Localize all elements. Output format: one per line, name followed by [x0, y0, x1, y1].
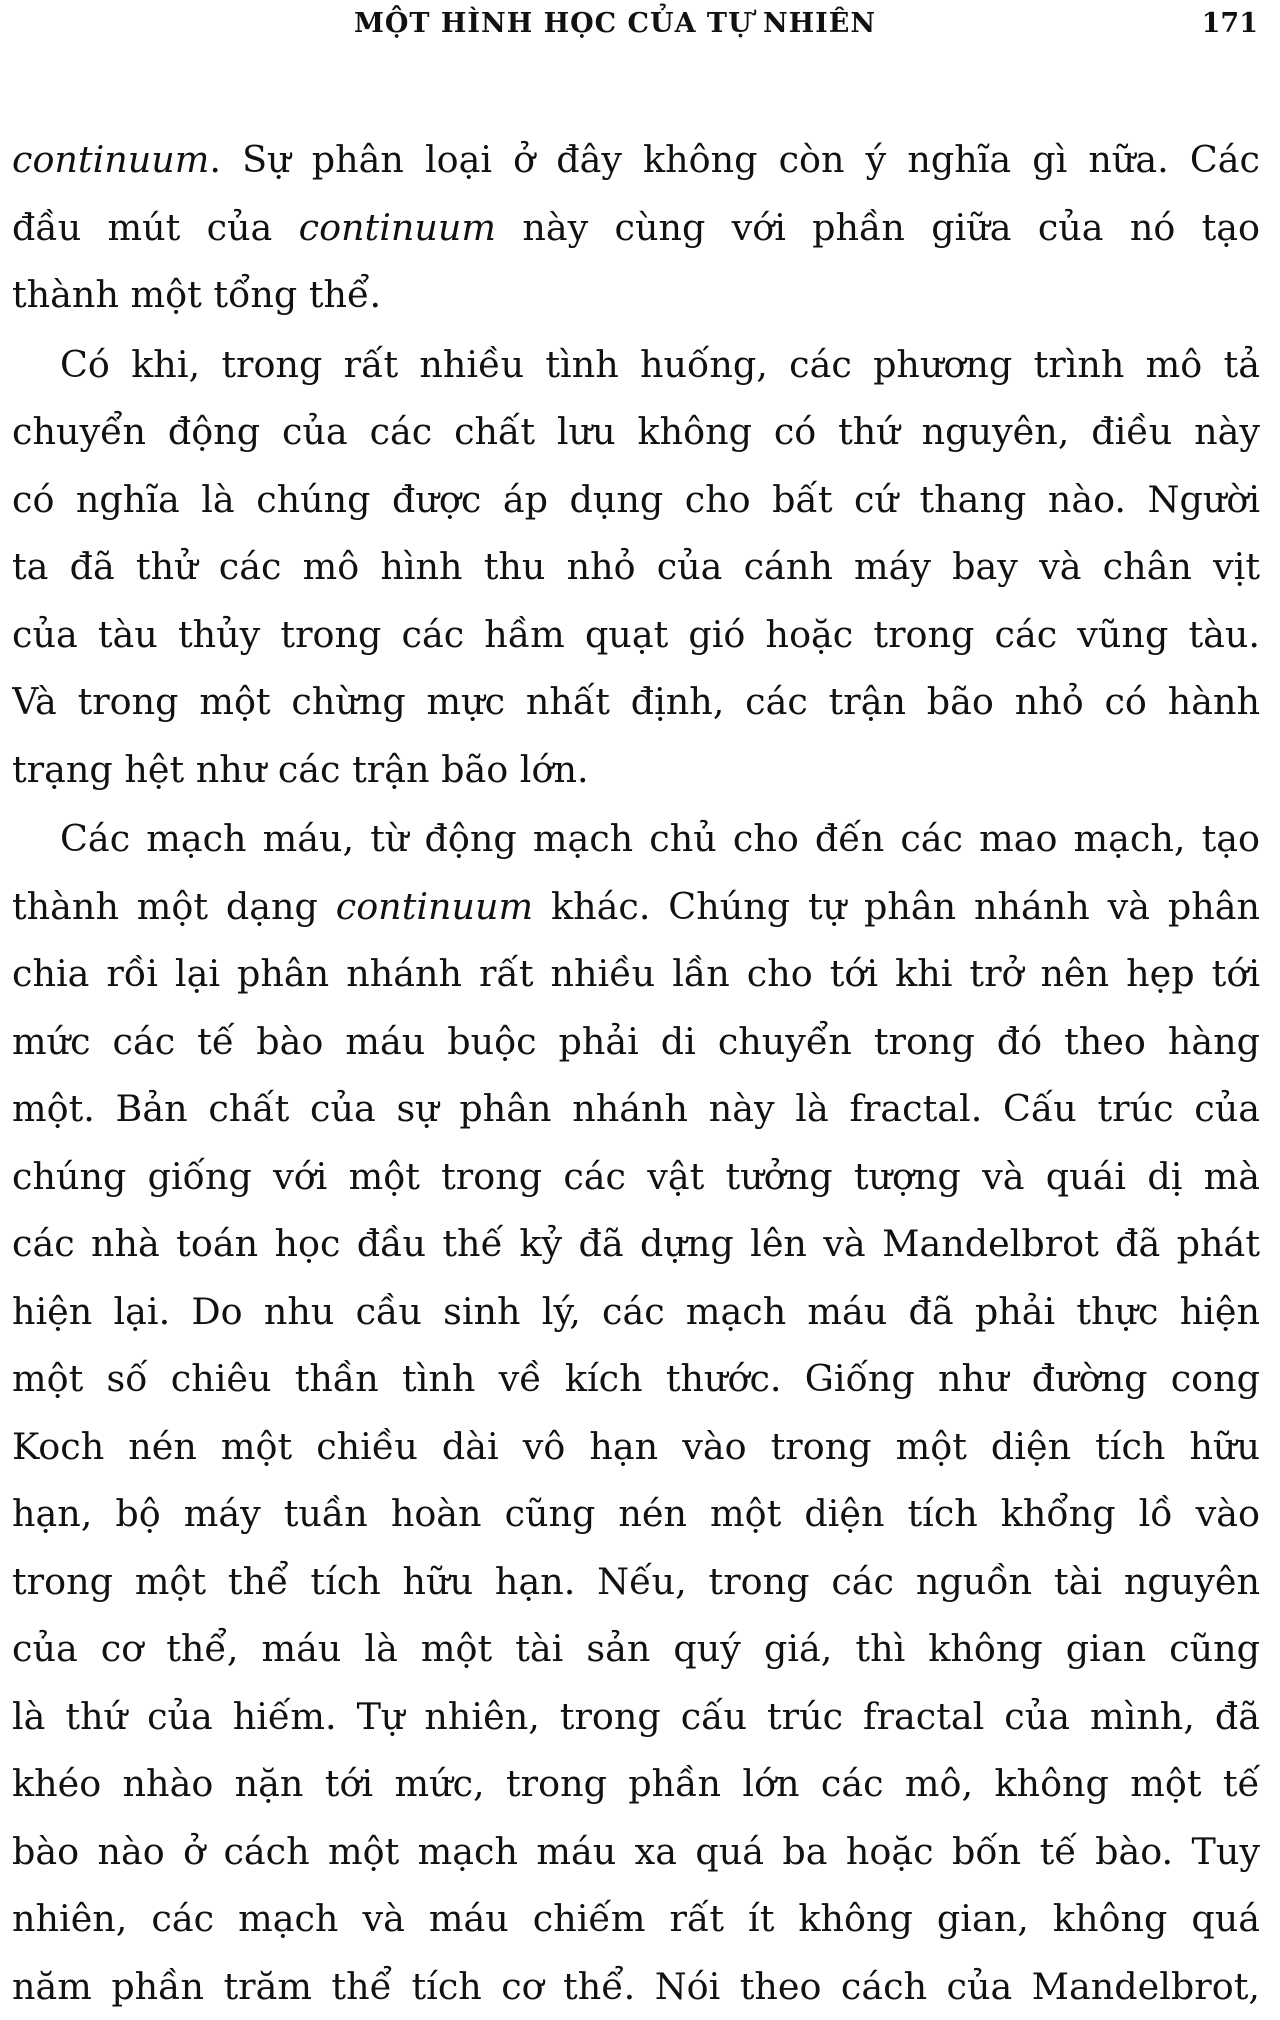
text-line: ta đã thử các mô hình thu nhỏ của cánh máy bay và chân vịt	[12, 533, 1260, 601]
text-line: của cơ thể, máu là một tài sản quý giá, thì không gian cũng	[12, 1615, 1260, 1683]
text-line: Và trong một chừng mực nhất định, các trận bão nhỏ có hành	[12, 668, 1260, 736]
text-line: trong một thể tích hữu hạn. Nếu, trong các nguồn tài nguyên	[12, 1548, 1260, 1616]
text-line: thành một tổng thể.	[12, 261, 1260, 329]
running-header	[14, 8, 1266, 44]
text-line: hiện lại. Do nhu cầu sinh lý, các mạch máu đã phải thực hiện	[12, 1278, 1260, 1346]
text-line: năm phần trăm thể tích cơ thể. Nói theo cách của Mandelbrot,	[12, 1953, 1260, 2020]
text-line: hạn, bộ máy tuần hoàn cũng nén một diện tích khổng lồ vào	[12, 1480, 1260, 1548]
text-line: Koch nén một chiều dài vô hạn vào trong một diện tích hữu	[12, 1413, 1260, 1481]
text-line: Các mạch máu, từ động mạch chủ cho đến các mao mạch, tạo	[12, 805, 1260, 873]
text-line: nhiên, các mạch và máu chiếm rất ít không gian, không quá	[12, 1885, 1260, 1953]
text-line: đầu mút của continuum này cùng với phần giữa của nó tạo	[12, 194, 1260, 262]
text-line: chia rồi lại phân nhánh rất nhiều lần cho tới khi trở nên hẹp tới	[12, 940, 1260, 1008]
page-number: 171	[1202, 8, 1258, 39]
text-line: khéo nhào nặn tới mức, trong phần lớn các mô, không một tế	[12, 1750, 1260, 1818]
text-line: bào nào ở cách một mạch máu xa quá ba hoặc bốn tế bào. Tuy	[12, 1818, 1260, 1886]
text-line: continuum. Sự phân loại ở đây không còn ý nghĩa gì nữa. Các	[12, 126, 1260, 194]
text-line: một. Bản chất của sự phân nhánh này là fractal. Cấu trúc của	[12, 1075, 1260, 1143]
body-text	[12, 126, 1260, 2020]
text-line: Có khi, trong rất nhiều tình huống, các phương trình mô tả	[12, 331, 1260, 399]
text-line: các nhà toán học đầu thế kỷ đã dựng lên và Mandelbrot đã phát	[12, 1210, 1260, 1278]
text-line: của tàu thủy trong các hầm quạt gió hoặc trong các vũng tàu.	[12, 601, 1260, 669]
text-line: là thứ của hiếm. Tự nhiên, trong cấu trúc fractal của mình, đã	[12, 1683, 1260, 1751]
chapter-title: MỘT HÌNH HỌC CỦA TỰ NHIÊN	[354, 8, 876, 39]
text-line: một số chiêu thần tình về kích thước. Giống như đường cong	[12, 1345, 1260, 1413]
text-line: chúng giống với một trong các vật tưởng tượng và quái dị mà	[12, 1143, 1260, 1211]
text-line: thành một dạng continuum khác. Chúng tự phân nhánh và phân	[12, 873, 1260, 941]
text-line: trạng hệt như các trận bão lớn.	[12, 736, 1260, 804]
text-line: có nghĩa là chúng được áp dụng cho bất cứ thang nào. Người	[12, 466, 1260, 534]
text-line: chuyển động của các chất lưu không có thứ nguyên, điều này	[12, 398, 1260, 466]
text-line: mức các tế bào máu buộc phải di chuyển trong đó theo hàng	[12, 1008, 1260, 1076]
